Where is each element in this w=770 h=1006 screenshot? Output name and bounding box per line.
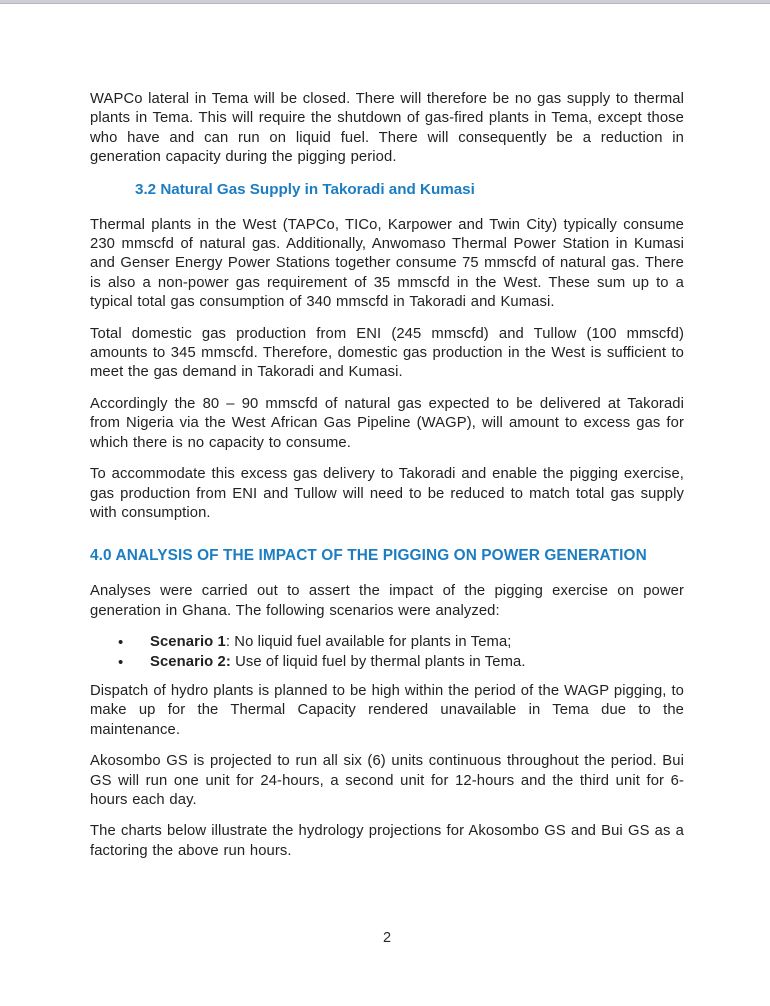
- paragraph-accordingly-wagp: Accordingly the 80 – 90 mmscfd of natural gas expected to be delivered at Takoradi from Nigeria via the West African Gas Pipeline (WAGP), will amount to excess gas for which there is no capacity to consume.: [90, 395, 684, 451]
- paragraph-analyses-scenarios: Analyses were carried out to assert the impact of the pigging exercise on power generation in Ghana. The following scenarios were analyzed:: [90, 583, 684, 619]
- scenario-2-text: Use of liquid fuel by thermal plants in Tema.: [230, 653, 526, 670]
- scenario-1-item: [150, 633, 684, 652]
- scenario-2-item: [150, 653, 684, 672]
- paragraph-accommodate-excess: To accommodate this excess gas delivery to Takoradi and enable the pigging exercise, gas production from ENI and Tullow will need to be reduced to match total gas supply with consumption.: [90, 466, 684, 521]
- paragraph-wapco-closure: WAPCo lateral in Tema will be closed. There will therefore be no gas supply to thermal plants in Tema. This will require the shutdown of gas-fired plants in Tema, except those who have and can run on liquid fuel. There will consequently be a reduction in generation capacity during the pigging period.: [90, 91, 684, 166]
- paragraph-charts-below: The charts below illustrate the hydrology projections for Akosombo GS and Bui GS as a factoring the above run hours.: [90, 823, 684, 859]
- paragraph-hydro-dispatch: Dispatch of hydro plants is planned to be high within the period of the WAGP pigging, to make up for the Thermal Capacity rendered unavailable in Tema due to the maintenance.: [90, 682, 684, 738]
- scenario-list: [90, 633, 684, 672]
- scenario-1-text: : No liquid fuel available for plants in Tema;: [225, 634, 512, 651]
- scenario-2-label: Scenario 2:: [150, 653, 231, 670]
- page-number: 2: [382, 930, 392, 947]
- paragraph-akosombo-bui-units: Akosombo GS is projected to run all six (6) units continuous throughout the period. Bui GS will run one unit for 24-hours, a second unit for 12-hours and the third unit for 6-hours each day.: [90, 753, 684, 808]
- scenario-1-label: Scenario 1: [150, 634, 226, 651]
- paragraph-domestic-production: Total domestic gas production from ENI (245 mmscfd) and Tullow (100 mmscfd) amounts to 345 mmscfd. Therefore, domestic gas production in the West is sufficient to meet the gas demand in Takoradi and Kumasi.: [90, 325, 684, 381]
- heading-analysis-impact: 4.0 ANALYSIS OF THE IMPACT OF THE PIGGING ON POWER GENERATION: [90, 547, 647, 565]
- heading-natural-gas-supply: 3.2 Natural Gas Supply in Takoradi and Kumasi: [135, 180, 475, 198]
- paragraph-thermal-plants-west: Thermal plants in the West (TAPCo, TICo, Karpower and Twin City) typically consume 230 mmscfd of natural gas. Additionally, Anwomaso Thermal Power Station in Kumasi and Genser Energy Power Stations together consume 75 mmscfd of natural gas. There is also a non-power gas requirement of 35 mmscfd in the West. These sum up to a typical total gas consumption of 340 mmscfd in Takoradi and Kumasi.: [90, 216, 684, 311]
